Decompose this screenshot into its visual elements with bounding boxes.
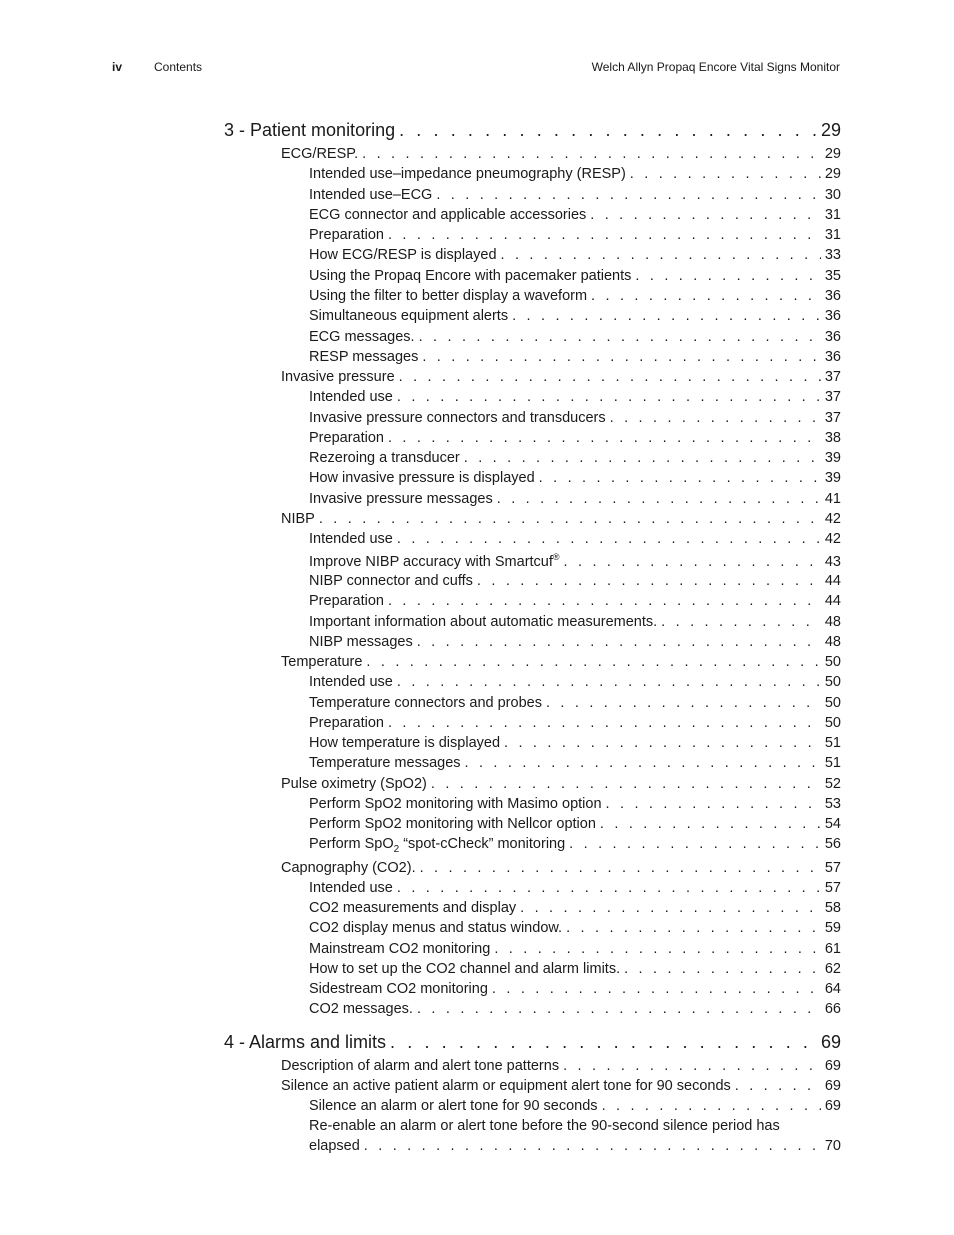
leader-dots — [600, 816, 821, 832]
leader-dots — [388, 227, 821, 243]
toc-entry-title: Temperature — [281, 654, 363, 670]
toc-section-capnography[interactable] — [281, 860, 841, 880]
toc-item[interactable] — [309, 1138, 841, 1158]
toc-entry-title: Important information about automatic measurements. — [309, 614, 658, 630]
toc-entry-page: 39 — [824, 470, 841, 486]
leader-dots — [610, 410, 821, 426]
toc-item[interactable] — [309, 187, 841, 207]
leader-dots — [422, 349, 821, 365]
toc-entry-page: 50 — [824, 654, 841, 670]
toc-entry-page: 69 — [824, 1098, 841, 1114]
leader-dots — [436, 187, 821, 203]
toc-entry-title: Description of alarm and alert tone patterns — [281, 1058, 560, 1074]
leader-dots — [602, 1098, 821, 1114]
leader-dots — [501, 247, 821, 263]
toc-entry-page: 64 — [824, 981, 841, 997]
toc-item[interactable] — [309, 531, 841, 551]
toc-entry-title: Temperature messages — [309, 755, 461, 771]
leader-dots — [319, 511, 821, 527]
toc-entry-page: 36 — [824, 288, 841, 304]
toc-entry-page: 57 — [824, 880, 841, 896]
toc-entry-page: 52 — [824, 776, 841, 792]
leader-dots — [512, 308, 821, 324]
toc-entry-page: 51 — [824, 755, 841, 771]
toc-entry-page: 29 — [824, 146, 841, 162]
toc-item[interactable] — [309, 329, 841, 349]
toc-entry-page: 39 — [824, 450, 841, 466]
toc-entry-title-text: Improve NIBP accuracy with Smartcuf — [309, 553, 553, 570]
toc-entry-page: 31 — [824, 227, 841, 243]
toc-entry-title: Pulse oximetry (SpO2) — [281, 776, 427, 792]
toc-item[interactable] — [309, 695, 841, 715]
toc-entry-page: 62 — [824, 961, 841, 977]
toc-item[interactable] — [309, 961, 841, 981]
leader-dots — [397, 389, 821, 405]
leader-dots — [606, 796, 821, 812]
toc-entry-page: 42 — [824, 511, 841, 527]
toc-entry-title: Intended use–impedance pneumography (RESP) — [309, 166, 626, 182]
leader-dots — [362, 146, 821, 162]
toc-entry-title: Silence an alarm or alert tone for 90 seconds — [309, 1098, 598, 1114]
toc-item[interactable] — [309, 389, 841, 409]
toc-entry-title: Using the Propaq Encore with pacemaker patients — [309, 268, 632, 284]
toc-entry-title: ECG connector and applicable accessories — [309, 207, 587, 223]
toc-entry-title: How ECG/RESP is displayed — [309, 247, 497, 263]
toc-item[interactable] — [309, 900, 841, 920]
toc-item[interactable] — [309, 430, 841, 450]
toc-chapter-3[interactable] — [224, 120, 841, 144]
toc-section-invasive-pressure[interactable] — [281, 369, 841, 389]
leader-dots — [399, 369, 821, 385]
toc-item[interactable] — [309, 288, 841, 308]
header-doc-title: Welch Allyn Propaq Encore Vital Signs Monitor — [591, 60, 840, 74]
header-section: Contents — [154, 60, 203, 74]
registered-mark: ® — [552, 552, 560, 562]
toc-entry-title-text: “spot-cCheck” monitoring — [399, 836, 566, 852]
toc-item[interactable] — [309, 593, 841, 613]
toc-entry-page: 29 — [820, 120, 841, 140]
leader-dots — [420, 860, 821, 876]
toc-entry-title: Invasive pressure messages — [309, 491, 493, 507]
toc-entry-title: Simultaneous equipment alerts — [309, 308, 509, 324]
toc-entry-title: Silence an active patient alarm or equipment alert tone for 90 seconds — [281, 1078, 731, 1094]
toc-item[interactable] — [309, 981, 841, 1001]
toc-entry-title-text: Perform SpO — [309, 836, 394, 852]
toc-entry-page: 29 — [824, 166, 841, 182]
leader-dots — [399, 120, 817, 141]
toc-entry-title: 4 - Alarms and limits — [224, 1032, 387, 1052]
toc-entry-page: 53 — [824, 796, 841, 812]
toc-entry-page: 44 — [824, 573, 841, 589]
leader-dots — [635, 268, 820, 284]
toc-entry-page: 37 — [824, 410, 841, 426]
toc-entry-page: 50 — [824, 715, 841, 731]
subscript: 2 — [393, 843, 400, 855]
leader-dots — [477, 573, 821, 589]
toc-entry-title: ECG messages. — [309, 329, 415, 345]
toc-item[interactable] — [309, 715, 841, 735]
leader-dots — [492, 981, 821, 997]
toc-entry-page: 50 — [824, 674, 841, 690]
toc-entry-title: Intended use — [309, 389, 393, 405]
toc-item[interactable] — [309, 755, 841, 775]
leader-dots — [661, 614, 821, 630]
leader-dots — [624, 961, 821, 977]
toc-section-alarm-tone-patterns[interactable] — [281, 1058, 841, 1078]
toc-entry-title: How to set up the CO2 channel and alarm limits. — [309, 961, 621, 977]
toc-entry-title: Rezeroing a transducer — [309, 450, 460, 466]
toc-item[interactable] — [309, 880, 841, 900]
toc-entry-page: 57 — [824, 860, 841, 876]
leader-dots — [546, 695, 821, 711]
toc-item[interactable] — [309, 491, 841, 511]
leader-dots — [497, 491, 821, 507]
toc-entry-page: 35 — [824, 268, 841, 284]
toc-entry-page: 41 — [824, 491, 841, 507]
toc-entry-title: NIBP — [281, 511, 315, 527]
toc-entry-page: 36 — [824, 329, 841, 345]
toc-entry-page: 48 — [824, 614, 841, 630]
toc-item[interactable] — [309, 207, 841, 227]
toc-entry-title: Perform SpO2 monitoring with Masimo option — [309, 796, 602, 812]
toc-section-nibp[interactable] — [281, 511, 841, 531]
leader-dots — [397, 674, 821, 690]
toc-item-first-line[interactable]: Re-enable an alarm or alert tone before the 90-second silence period has — [309, 1118, 780, 1134]
toc-entry-title: elapsed — [309, 1138, 360, 1154]
toc-entry-title: CO2 display menus and status window. — [309, 920, 563, 936]
toc-item[interactable] — [309, 796, 841, 816]
toc-item[interactable] — [309, 836, 841, 860]
toc-item[interactable] — [309, 450, 841, 470]
leader-dots — [539, 470, 821, 486]
leader-dots — [417, 1001, 821, 1017]
toc-item[interactable] — [309, 573, 841, 593]
toc-item[interactable] — [309, 268, 841, 288]
toc-entry-title: 3 - Patient monitoring — [224, 120, 396, 140]
toc-item[interactable] — [309, 349, 841, 369]
toc-entry-page: 61 — [824, 941, 841, 957]
toc-item[interactable] — [309, 1098, 841, 1118]
toc-entry-title: Intended use–ECG — [309, 187, 433, 203]
toc-entry-page: 48 — [824, 634, 841, 650]
leader-dots — [566, 920, 821, 936]
toc-item[interactable] — [309, 308, 841, 328]
toc-section-temperature[interactable] — [281, 654, 841, 674]
toc-entry-title: Intended use — [309, 674, 393, 690]
toc-entry-title: NIBP messages — [309, 634, 413, 650]
toc-entry-page: 51 — [824, 735, 841, 751]
toc-entry-page: 36 — [824, 308, 841, 324]
leader-dots — [569, 836, 821, 852]
leader-dots — [563, 1058, 821, 1074]
toc-entry-title: Invasive pressure connectors and transducers — [309, 410, 606, 426]
toc-section-pulse-oximetry[interactable] — [281, 776, 841, 796]
toc-item[interactable] — [309, 166, 841, 186]
leader-dots — [390, 1032, 817, 1053]
leader-dots — [388, 430, 821, 446]
toc-entry-title: Invasive pressure — [281, 369, 395, 385]
toc-entry-title: Preparation — [309, 715, 384, 731]
toc-entry-page: 59 — [824, 920, 841, 936]
toc-entry-title: Preparation — [309, 227, 384, 243]
leader-dots — [388, 715, 821, 731]
page-header — [0, 58, 954, 78]
header-page-number: iv — [112, 60, 123, 74]
toc-item[interactable] — [309, 247, 841, 267]
toc-entry-title: Sidestream CO2 monitoring — [309, 981, 488, 997]
toc-entry-page: 30 — [824, 187, 841, 203]
toc-section-silence-alarm[interactable] — [281, 1078, 841, 1098]
toc-entry-page: 69 — [824, 1078, 841, 1094]
toc-entry-title: Preparation — [309, 593, 384, 609]
leader-dots — [630, 166, 821, 182]
leader-dots — [388, 593, 821, 609]
leader-dots — [520, 900, 821, 916]
toc-chapter-4[interactable] — [224, 1032, 841, 1056]
toc-entry-title: Intended use — [309, 531, 393, 547]
toc-entry-page: 54 — [824, 816, 841, 832]
toc-entry-title: Temperature connectors and probes — [309, 695, 542, 711]
toc-entry-title: How invasive pressure is displayed — [309, 470, 535, 486]
leader-dots — [564, 554, 821, 570]
leader-dots — [590, 207, 821, 223]
toc-item[interactable] — [309, 614, 841, 634]
leader-dots — [397, 531, 821, 547]
toc-entry-title: RESP messages — [309, 349, 419, 365]
leader-dots — [494, 941, 821, 957]
toc-entry-page: 44 — [824, 593, 841, 609]
toc-item[interactable] — [309, 470, 841, 490]
leader-dots — [364, 1138, 821, 1154]
toc-entry-page: 37 — [824, 369, 841, 385]
leader-dots — [504, 735, 821, 751]
leader-dots — [465, 755, 821, 771]
toc-item[interactable] — [309, 735, 841, 755]
toc-entry-page: 43 — [824, 553, 841, 570]
leader-dots — [464, 450, 821, 466]
leader-dots — [417, 634, 821, 650]
toc-entry-page: 36 — [824, 349, 841, 365]
leader-dots — [397, 880, 821, 896]
leader-dots — [419, 329, 821, 345]
toc-entry-page: 69 — [820, 1032, 841, 1052]
toc-entry-title: Mainstream CO2 monitoring — [309, 941, 491, 957]
toc-section-ecg-resp[interactable] — [281, 146, 841, 166]
toc-entry-page: 33 — [824, 247, 841, 263]
toc-entry-title: CO2 messages. — [309, 1001, 413, 1017]
toc-entry-title: Using the filter to better display a waveform — [309, 288, 588, 304]
toc-item[interactable] — [309, 941, 841, 961]
toc-item[interactable] — [309, 920, 841, 940]
toc-item[interactable] — [309, 552, 841, 572]
leader-dots — [431, 776, 821, 792]
toc-entry-page: 31 — [824, 207, 841, 223]
toc-entry-title — [309, 552, 560, 570]
toc-entry-page: 69 — [824, 1058, 841, 1074]
toc-entry-title: Capnography (CO2). — [281, 860, 416, 876]
toc-entry-title: Perform SpO2 monitoring with Nellcor option — [309, 816, 596, 832]
toc-entry-title: Preparation — [309, 430, 384, 446]
toc-item[interactable] — [309, 674, 841, 694]
toc-entry-title: CO2 measurements and display — [309, 900, 517, 916]
toc-entry-page: 66 — [824, 1001, 841, 1017]
toc-item[interactable] — [309, 410, 841, 430]
toc-entry-title: NIBP connector and cuffs — [309, 573, 473, 589]
toc-item[interactable] — [309, 816, 841, 836]
toc-entry-page: 38 — [824, 430, 841, 446]
leader-dots — [591, 288, 821, 304]
toc-entry-title: How temperature is displayed — [309, 735, 501, 751]
toc-entry-page: 50 — [824, 695, 841, 711]
leader-dots — [366, 654, 820, 670]
toc-entry-title: ECG/RESP. — [281, 146, 359, 162]
toc-entry-title — [309, 836, 565, 855]
leader-dots — [735, 1078, 821, 1094]
toc-entry-page: 56 — [824, 836, 841, 852]
toc-entry-page: 58 — [824, 900, 841, 916]
toc-entry-page: 70 — [824, 1138, 841, 1154]
toc-item[interactable] — [309, 227, 841, 247]
toc-entry-page: 42 — [824, 531, 841, 547]
toc-entry-title: Intended use — [309, 880, 393, 896]
toc-item[interactable] — [309, 634, 841, 654]
toc-entry-page: 37 — [824, 389, 841, 405]
toc-item[interactable] — [309, 1001, 841, 1021]
